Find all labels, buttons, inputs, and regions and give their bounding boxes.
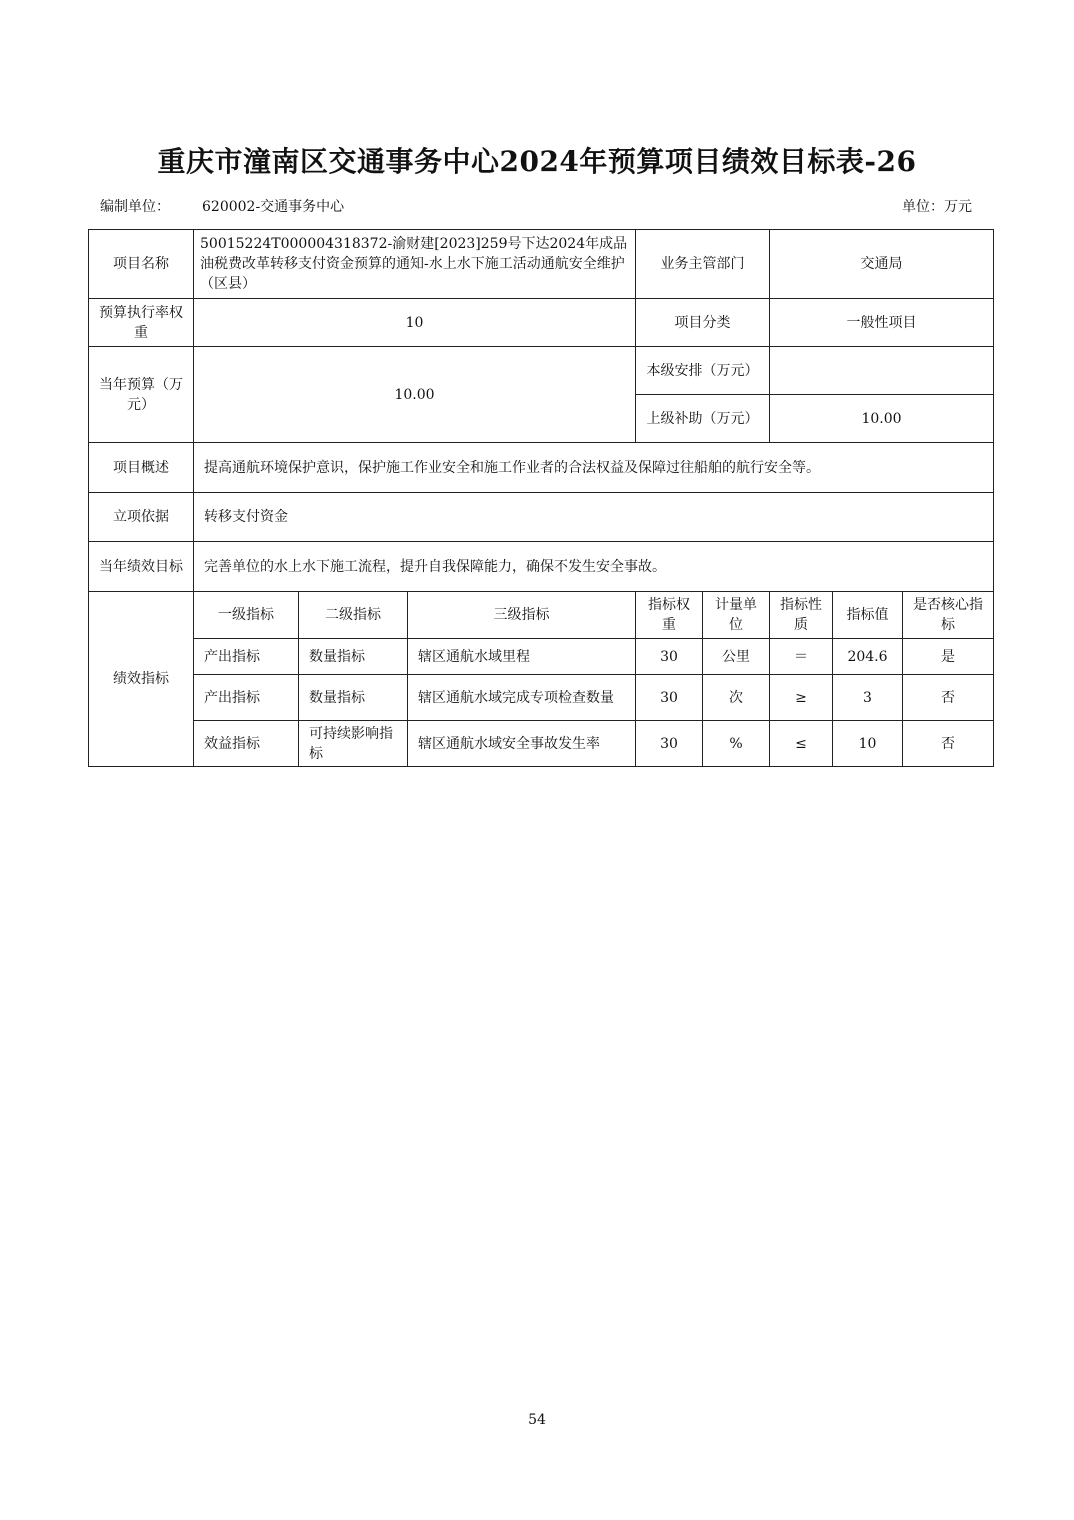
row-nature: ≤ — [770, 721, 833, 767]
row-unit: 次 — [703, 675, 770, 721]
row-nature: ≥ — [770, 675, 833, 721]
row-core: 否 — [903, 721, 994, 767]
table-row — [89, 639, 994, 675]
weight-label: 预算执行率权重 — [89, 299, 194, 347]
row-unit: % — [703, 721, 770, 767]
goal-value: 完善单位的水上水下施工流程，提升自我保障能力，确保不发生安全事故。 — [194, 542, 994, 592]
upper-value: 10.00 — [770, 395, 994, 443]
dept-value: 交通局 — [770, 230, 994, 299]
indicator-header-row — [89, 592, 994, 639]
category-label: 项目分类 — [636, 299, 770, 347]
compile-unit-value: 620002-交通事务中心 — [202, 199, 345, 215]
budget-label: 当年预算（万元） — [89, 347, 194, 443]
compile-unit-label: 编制单位： — [100, 199, 170, 215]
overview-value: 提高通航环境保护意识，保护施工作业安全和施工作业者的合法权益及保障过往船舶的航行安全等。 — [194, 443, 994, 493]
row-level3: 辖区通航水域安全事故发生率 — [408, 721, 636, 767]
row-nature: ＝ — [770, 639, 833, 675]
table-row — [89, 721, 994, 767]
header-unit: 计量单位 — [703, 592, 770, 639]
row-level2: 可持续影响指标 — [299, 721, 408, 767]
row-level3: 辖区通航水域完成专项检查数量 — [408, 675, 636, 721]
dept-label: 业务主管部门 — [636, 230, 770, 299]
project-name-label: 项目名称 — [89, 230, 194, 299]
row-level2: 数量指标 — [299, 639, 408, 675]
header-value: 指标值 — [833, 592, 903, 639]
row-core: 否 — [903, 675, 994, 721]
row-unit: 公里 — [703, 639, 770, 675]
row-level1: 产出指标 — [194, 639, 299, 675]
row-level3: 辖区通航水域里程 — [408, 639, 636, 675]
budget-value: 10.00 — [194, 347, 636, 443]
project-name-value: 50015224T000004318372-渝财建[2023]259号下达2024年成品油税费改革转移支付资金预算的通知-水上水下施工活动通航安全维护（区县） — [194, 230, 636, 299]
goal-label: 当年绩效目标 — [89, 542, 194, 592]
page-title: 重庆市潼南区交通事务中心2024年预算项目绩效目标表-26 — [157, 145, 917, 178]
row-weight: 30 — [636, 721, 703, 767]
performance-form — [88, 229, 994, 767]
category-value: 一般性项目 — [770, 299, 994, 347]
header-level2: 二级指标 — [299, 592, 408, 639]
local-value — [770, 347, 994, 395]
basis-value: 转移支付资金 — [194, 493, 994, 542]
header-weight: 指标权重 — [636, 592, 703, 639]
local-label: 本级安排（万元） — [636, 347, 770, 395]
row-level1: 效益指标 — [194, 721, 299, 767]
currency-unit: 单位：万元 — [902, 199, 972, 215]
upper-label: 上级补助（万元） — [636, 395, 770, 443]
row-value: 204.6 — [833, 639, 903, 675]
row-value: 3 — [833, 675, 903, 721]
indicator-label: 绩效指标 — [89, 592, 194, 767]
weight-value: 10 — [194, 299, 636, 347]
row-level2: 数量指标 — [299, 675, 408, 721]
overview-label: 项目概述 — [89, 443, 194, 493]
row-weight: 30 — [636, 675, 703, 721]
basis-label: 立项依据 — [89, 493, 194, 542]
row-value: 10 — [833, 721, 903, 767]
row-level1: 产出指标 — [194, 675, 299, 721]
header-level3: 三级指标 — [408, 592, 636, 639]
header-nature: 指标性质 — [770, 592, 833, 639]
page-number: 54 — [528, 1412, 546, 1428]
row-core: 是 — [903, 639, 994, 675]
header-core: 是否核心指标 — [903, 592, 994, 639]
header-level1: 一级指标 — [194, 592, 299, 639]
table-row — [89, 675, 994, 721]
row-weight: 30 — [636, 639, 703, 675]
